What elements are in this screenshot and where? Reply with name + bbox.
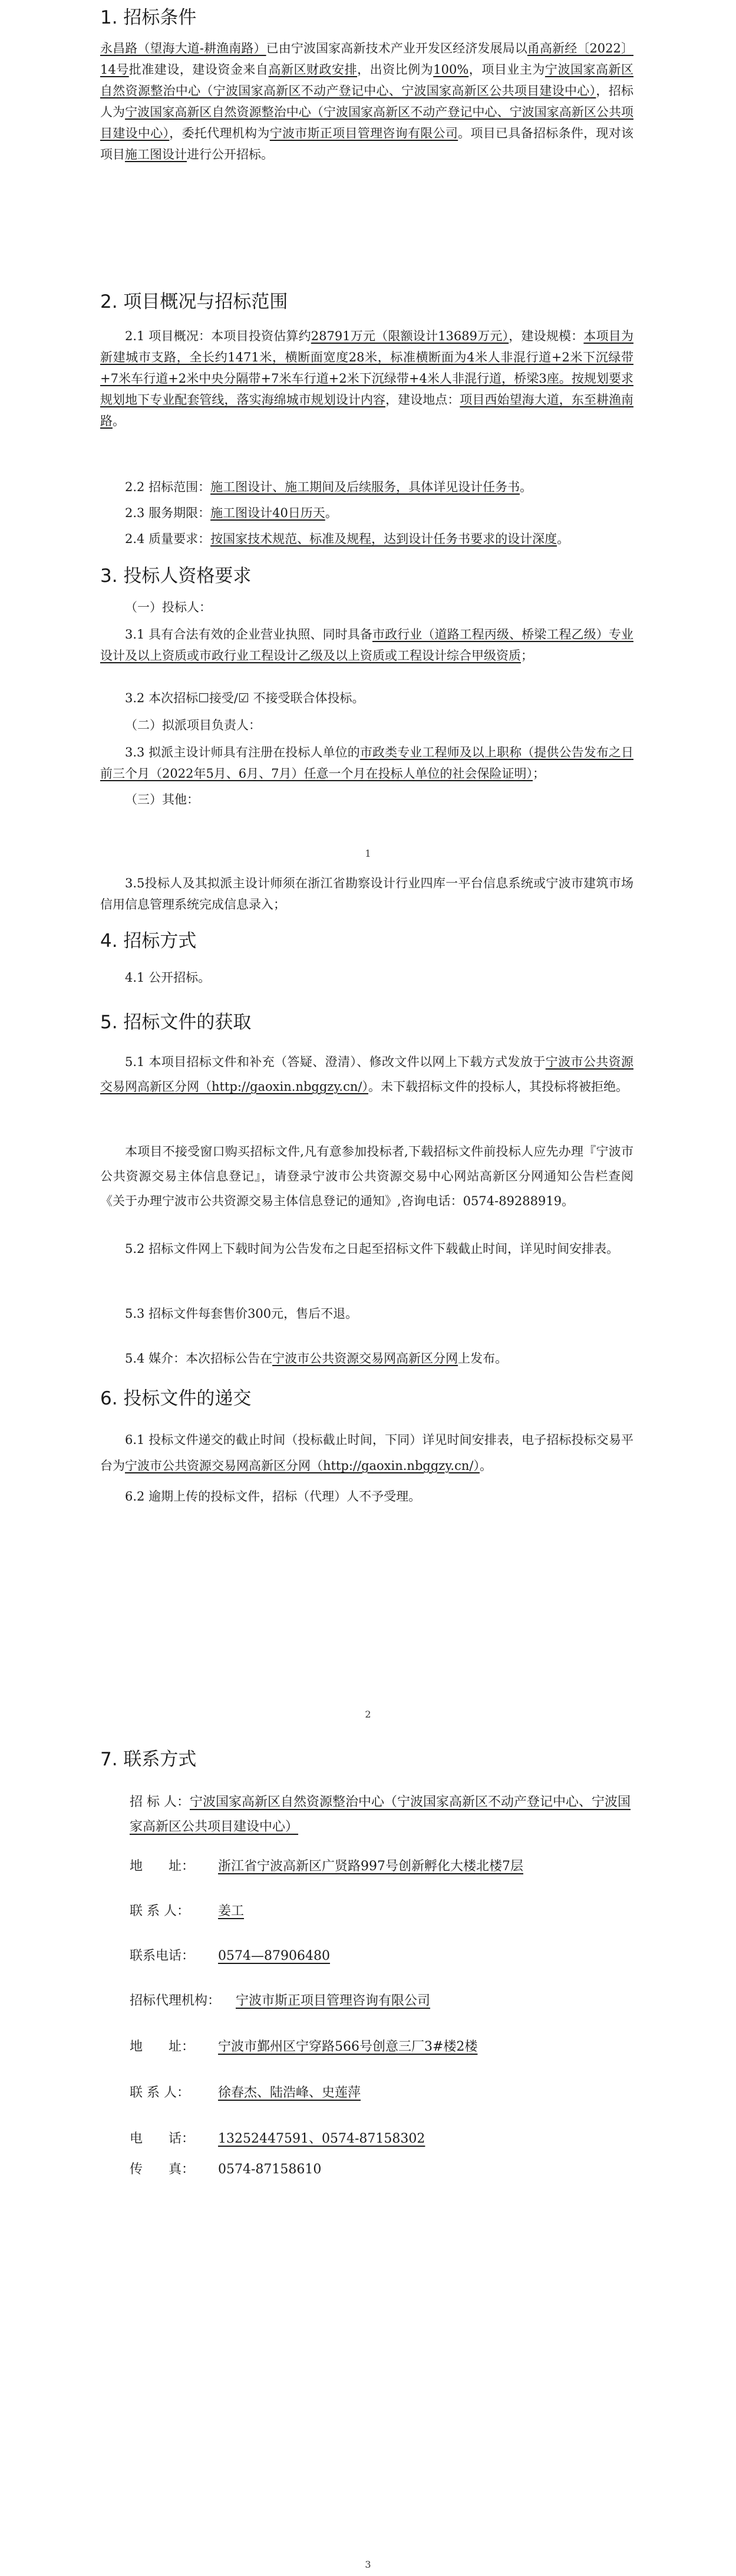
- contact-row-tenderer: 招 标 人：宁波国家高新区自然资源整治中心（宁波国家高新区不动产登记中心、宁波国家高新区公共项目建设中心）: [130, 1795, 631, 1834]
- contact-row-agency: 招标代理机构： 宁波市斯正项目管理咨询有限公司: [130, 1993, 431, 2008]
- contact-row-address: 地 址： 浙江省宁波高新区广贤路997号创新孵化大楼北楼7层: [130, 1859, 523, 1874]
- sub-heading-other: （三）其他：: [125, 792, 199, 807]
- section-1-heading: 1. 招标条件: [100, 7, 197, 28]
- page-number: 3: [365, 2559, 371, 2570]
- para-5-1-note: 本项目不接受窗口购买招标文件,凡有意参加投标者,下载招标文件前投标人应先办理『宁波市公共资源交易主体信息登记』，请登录宁波市公共资源交易中心网站高新区分网通知公告栏查阅《关于办理宁波市公共资源交易主体信息登记的通知》,咨询电话：0574-89288919。: [100, 1144, 633, 1208]
- para-5-3: 5.3 招标文件每套售价300元，售后不退。: [125, 1307, 358, 1321]
- page-2: [0, 873, 736, 1733]
- para-2-3: 2.3 服务期限：施工图设计40日历天。: [125, 506, 338, 520]
- para-3-2: 3.2 本次招标☐接受/☑ 不接受联合体投标。: [125, 691, 365, 705]
- sub-heading-bidder: （一）投标人：: [125, 600, 212, 614]
- section-6-heading: 6. 投标文件的递交: [100, 1388, 252, 1409]
- contact-row-agency-phone: 电 话： 13252447591、0574-87158302: [130, 2131, 425, 2146]
- contact-row-agency-person: 联 系 人： 徐春杰、陆浩峰、史莲萍: [130, 2085, 361, 2100]
- contact-row-agency-address: 地 址： 宁波市鄞州区宁穿路566号创意三厂3#楼2楼: [130, 2039, 478, 2054]
- contact-row-fax: 传 真： 0574-87158610: [130, 2162, 322, 2177]
- section-1-body: 永昌路（望海大道-耕渔南路）已由宁波国家高新技术产业开发区经济发展局以甬高新经〔2022〕14号批准建设，建设资金来自高新区财政安排，出资比例为100%，项目业主为宁波国家高新区自然资源整治中心（宁波国家高新区不动产登记中心、宁波国家高新区公共项目建设中心），招标人为宁波国家高新区自然资源整治中心（宁波国家高新区不动产登记中心、宁波国家高新区公共项目建设中心），委托代理机构为宁波市斯正项目管理咨询有限公司。项目已具备招标条件，现对该项目施工图设计进行公开招标。: [100, 41, 634, 162]
- para-4-1: 4.1 公开招标。: [125, 970, 211, 985]
- contact-row-person: 联 系 人： 姜工: [130, 1904, 245, 1919]
- sub-heading-manager: （二）拟派项目负责人：: [125, 718, 261, 732]
- para-2-4: 2.4 质量要求：按国家技术规范、标准及规程，达到设计任务书要求的设计深度。: [125, 532, 570, 546]
- section-2-heading: 2. 项目概况与招标范围: [100, 291, 288, 312]
- section-7-heading: 7. 联系方式: [100, 1749, 197, 1770]
- para-5-2: 5.2 招标文件网上下载时间为公告发布之日起至招标文件下载截止时间，详见时间安排表。: [125, 1242, 619, 1256]
- para-5-1: 5.1 本项目招标文件和补充（答疑、澄清）、修改文件以网上下载方式发放于宁波市公共资源交易网高新区分网（http://gaoxin.nbggzy.cn/）。未下载招标文件的投标人，其投标将被拒绝。: [100, 1055, 633, 1094]
- page-number: 1: [365, 848, 371, 859]
- section-3-heading: 3. 投标人资格要求: [100, 565, 252, 587]
- page-1: [0, 0, 736, 873]
- para-6-2: 6.2 逾期上传的投标文件，招标（代理）人不予受理。: [125, 1489, 421, 1504]
- para-2-2: 2.2 招标范围：施工图设计、施工期间及后续服务，具体详见设计任务书。: [125, 480, 533, 494]
- para-3-1: 3.1 具有合法有效的企业营业执照、同时具备市政行业（道路工程丙级、桥梁工程乙级）专业设计及以上资质或市政行业工程设计乙级及以上资质或工程设计综合甲级资质；: [100, 627, 633, 663]
- section-4-heading: 4. 招标方式: [100, 930, 197, 952]
- para-6-1: 6.1 投标文件递交的截止时间（投标截止时间，下同）详见时间安排表，电子招标投标交易平台为宁波市公共资源交易网高新区分网（http://gaoxin.nbggzy.cn/）。: [100, 1433, 633, 1473]
- contact-row-phone: 联系电话： 0574—87906480: [130, 1949, 330, 1963]
- page-3: [0, 1733, 736, 2576]
- para-3-3: 3.3 拟派主设计师具有注册在投标人单位的市政类专业工程师及以上职称（提供公告发布之日前三个月（2022年5月、6月、7月）任意一个月在投标人单位的社会保险证明）；: [100, 745, 634, 781]
- para-2-1: 2.1 项目概况：本项目投资估算约28791万元（限额设计13689万元），建设规模：本项目为新建城市支路，全长约1471米，横断面宽度28米，标准横断面为4米人非混行道+2米下沉绿带+7米车行道+2米中央分隔带+7米车行道+2米下沉绿带+4米人非混行道，桥梁3座。按规划要求规划地下专业配套管线，落实海绵城市规划设计内容，建设地点：项目西始望海大道，东至耕渔南路。: [100, 329, 634, 428]
- project-name: 永昌路（望海大道-耕渔南路）: [100, 41, 266, 55]
- section-5-heading: 5. 招标文件的获取: [100, 1012, 252, 1033]
- para-3-5: 3.5投标人及其拟派主设计师须在浙江省勘察设计行业四库一平台信息系统或宁波市建筑市场信用信息管理系统完成信息录入；: [100, 876, 633, 912]
- para-5-4: 5.4 媒介：本次招标公告在宁波市公共资源交易网高新区分网上发布。: [125, 1351, 508, 1366]
- page-number: 2: [365, 1709, 371, 1720]
